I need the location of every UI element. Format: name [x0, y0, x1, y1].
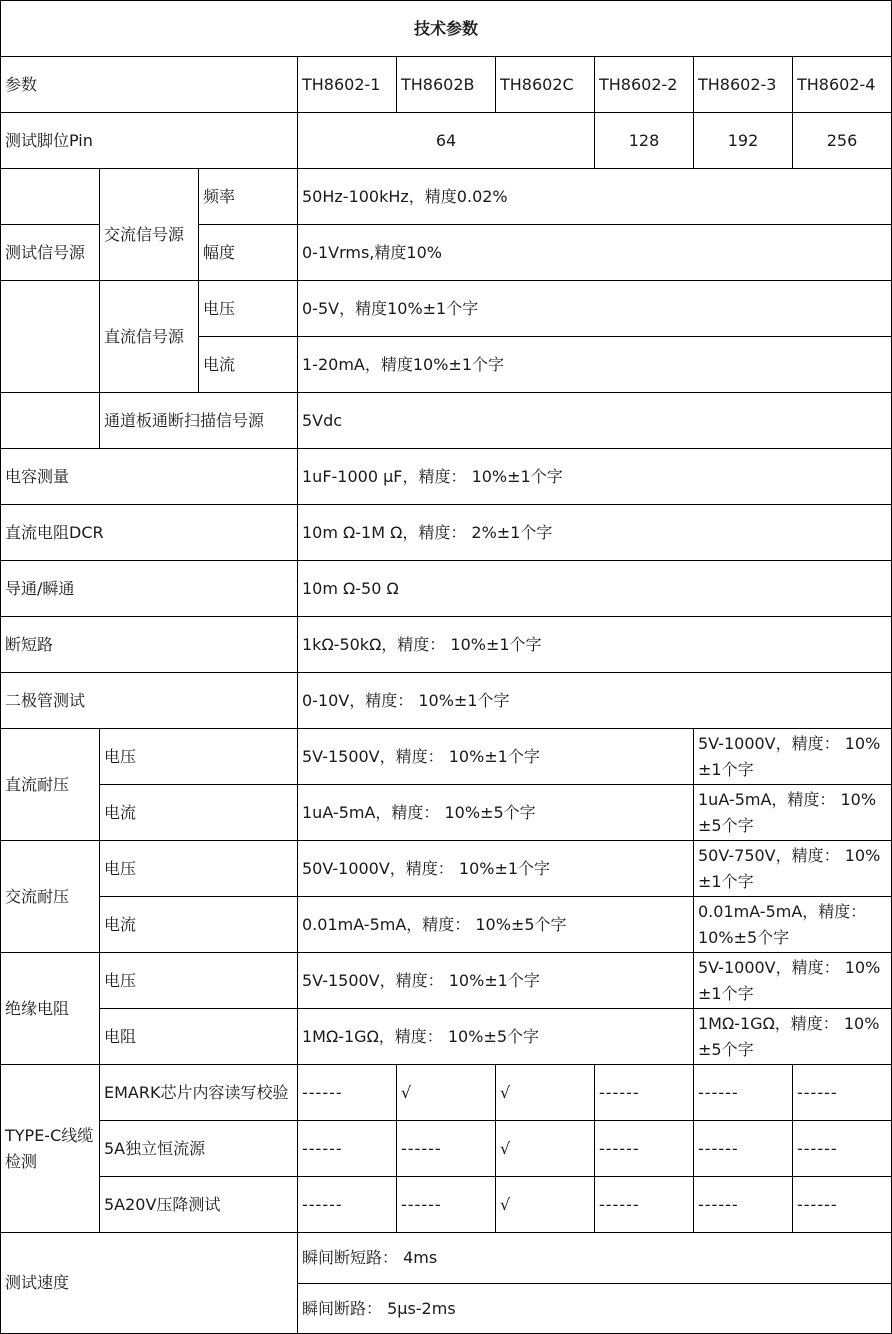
support-mark: ------ [797, 1138, 838, 1158]
row-value: 0-10V，精度： 10%±1个字 [302, 690, 510, 710]
value-main: 1uA-5mA，精度： 10%±5个字 [302, 802, 536, 822]
pins-value: 128 [628, 130, 660, 150]
ac-withstand-label-cell [0, 840, 100, 953]
typec-cc-val-1 [297, 1120, 397, 1177]
support-mark: ------ [698, 1082, 739, 1102]
typec-cc-val-4 [594, 1120, 694, 1177]
dc-volt-value-cell [297, 280, 892, 337]
support-mark: ------ [302, 1194, 343, 1214]
support-mark: ------ [599, 1138, 640, 1158]
dc-withstand-curr-alt [693, 784, 892, 841]
value-alt: 50V-750V，精度： 10%±1个字 [698, 845, 881, 891]
sub-label: 电流 [104, 914, 137, 934]
open-short-label-cell [0, 616, 298, 673]
header-model-1 [297, 56, 397, 113]
table-title [0, 0, 892, 57]
speed-value: 瞬间断短路： 4ms [302, 1248, 438, 1267]
title-text: 技术参数 [413, 18, 478, 38]
model-label: TH8602-2 [599, 74, 678, 94]
pins-value-192 [693, 112, 793, 169]
header-model-2 [396, 56, 496, 113]
value-alt: 1uA-5mA，精度： 10%±5个字 [698, 789, 877, 835]
dc-volt-label-cell [198, 280, 298, 337]
pins-value: 192 [727, 130, 759, 150]
dc-withstand-curr-main [297, 784, 694, 841]
typec-emark-val-4 [594, 1064, 694, 1121]
value-main: 1MΩ-1GΩ，精度： 10%±5个字 [302, 1026, 540, 1046]
dc-curr-value-cell [297, 336, 892, 393]
signal-source-label-cell [0, 224, 100, 281]
row-label: 电容测量 [5, 466, 70, 486]
row-label: 断短路 [5, 634, 54, 654]
scan-source-value: 5Vdc [302, 410, 343, 430]
signal-source-label: 测试信号源 [5, 242, 86, 262]
value-main: 50V-1000V，精度： 10%±1个字 [302, 858, 551, 878]
support-mark: √ [500, 1194, 512, 1214]
support-mark: ------ [599, 1194, 640, 1214]
dc-volt-value: 0-5V，精度10%±1个字 [302, 298, 479, 318]
typec-label-cell [0, 1064, 100, 1233]
pins-label-cell [0, 112, 298, 169]
typec-cc-val-2 [396, 1120, 496, 1177]
dc-source-label-cell [99, 280, 199, 393]
typec-emark-val-6 [792, 1064, 892, 1121]
pins-value-256 [792, 112, 892, 169]
support-mark: ------ [698, 1194, 739, 1214]
typec-vdrop-label [99, 1176, 298, 1233]
typec-row-label: 5A独立恒流源 [104, 1138, 206, 1158]
insulation-volt-label [99, 952, 298, 1009]
dc-withstand-label-cell [0, 728, 100, 841]
speed-label: 测试速度 [5, 1273, 70, 1292]
diode-value-cell [297, 672, 892, 729]
group-label: 交流耐压 [5, 886, 70, 906]
speed-label-cell [0, 1232, 298, 1334]
insulation-res-main [297, 1008, 694, 1065]
header-model-3 [495, 56, 595, 113]
support-mark: √ [500, 1138, 512, 1158]
support-mark: ------ [599, 1082, 640, 1102]
dc-curr-label: 电流 [203, 354, 236, 374]
speed-value-1 [297, 1232, 892, 1284]
ac-withstand-curr-main [297, 896, 694, 953]
ac-withstand-curr-label [99, 896, 298, 953]
support-mark: ------ [302, 1138, 343, 1158]
typec-cc-val-5 [693, 1120, 793, 1177]
row-value: 10m Ω-1M Ω，精度： 2%±1个字 [302, 522, 553, 542]
pins-value: 256 [826, 130, 858, 150]
value-main: 5V-1500V，精度： 10%±1个字 [302, 970, 540, 990]
dc-withstand-volt-label [99, 728, 298, 785]
open-short-value-cell [297, 616, 892, 673]
support-mark: √ [500, 1082, 512, 1102]
dc-volt-label: 电压 [203, 298, 236, 318]
typec-cc-val-6 [792, 1120, 892, 1177]
group-label: 绝缘电阻 [5, 998, 70, 1018]
typec-vdrop-val-2 [396, 1176, 496, 1233]
value-main: 0.01mA-5mA，精度： 10%±5个字 [302, 914, 567, 934]
dc-withstand-volt-main [297, 728, 694, 785]
model-label: TH8602-3 [698, 74, 777, 94]
row-label: 导通/瞬通 [5, 578, 75, 598]
ac-amp-label-cell [198, 224, 298, 281]
group-label: 直流耐压 [5, 774, 70, 794]
pins-value-128 [594, 112, 694, 169]
capacitance-label-cell [0, 448, 298, 505]
signal-empty-cell-3 [0, 392, 100, 449]
ac-withstand-volt-main [297, 840, 694, 897]
typec-emark-val-2 [396, 1064, 496, 1121]
typec-label: TYPE-C线缆检测 [5, 1125, 94, 1171]
model-label: TH8602C [500, 74, 574, 94]
row-value: 1uF-1000 μF，精度： 10%±1个字 [302, 466, 563, 486]
typec-vdrop-val-3 [495, 1176, 595, 1233]
diode-label-cell [0, 672, 298, 729]
pins-label: 测试脚位Pin [5, 130, 93, 150]
header-param-cell [0, 56, 298, 113]
insulation-volt-alt [693, 952, 892, 1009]
ac-amp-label: 幅度 [203, 242, 236, 262]
value-alt: 0.01mA-5mA，精度： 10%±5个字 [698, 901, 867, 947]
support-mark: ------ [698, 1138, 739, 1158]
scan-source-value-cell [297, 392, 892, 449]
header-param-label: 参数 [5, 74, 38, 94]
support-mark: ------ [797, 1082, 838, 1102]
speed-value-2 [297, 1283, 892, 1334]
sub-label: 电压 [104, 970, 137, 990]
ac-withstand-curr-alt [693, 896, 892, 953]
value-alt: 1MΩ-1GΩ，精度： 10%±5个字 [698, 1013, 880, 1059]
sub-label: 电压 [104, 746, 137, 766]
row-value: 10m Ω-50 Ω [302, 578, 399, 598]
typec-row-label: EMARK芯片内容读写校验 [104, 1082, 289, 1102]
typec-vdrop-val-5 [693, 1176, 793, 1233]
pins-value: 64 [435, 130, 457, 150]
typec-emark-val-5 [693, 1064, 793, 1121]
dc-curr-value: 1-20mA，精度10%±1个字 [302, 354, 504, 374]
model-label: TH8602-1 [302, 74, 381, 94]
sub-label: 电流 [104, 802, 137, 822]
insulation-res-alt [693, 1008, 892, 1065]
ac-freq-label-cell [198, 168, 298, 225]
support-mark: ------ [797, 1194, 838, 1214]
signal-empty-cell-1 [0, 168, 100, 225]
dcr-value-cell [297, 504, 892, 561]
support-mark: ------ [401, 1138, 442, 1158]
ac-amp-value-cell [297, 224, 892, 281]
value-main: 5V-1500V，精度： 10%±1个字 [302, 746, 540, 766]
value-alt: 5V-1000V，精度： 10%±1个字 [698, 733, 881, 779]
typec-vdrop-val-4 [594, 1176, 694, 1233]
support-mark: √ [401, 1082, 413, 1102]
pins-value-64 [297, 112, 595, 169]
ac-freq-label: 频率 [203, 186, 236, 206]
speed-value: 瞬间断路： 5μs-2ms [302, 1298, 456, 1318]
header-model-4 [594, 56, 694, 113]
sub-label: 电压 [104, 858, 137, 878]
typec-emark-val-1 [297, 1064, 397, 1121]
dc-curr-label-cell [198, 336, 298, 393]
ac-source-label: 交流信号源 [104, 224, 185, 244]
support-mark: ------ [401, 1194, 442, 1214]
row-label: 直流电阻DCR [5, 522, 104, 542]
ac-source-label-cell [99, 168, 199, 281]
continuity-value-cell [297, 560, 892, 617]
dc-source-label: 直流信号源 [104, 326, 185, 346]
dcr-label-cell [0, 504, 298, 561]
insulation-volt-main [297, 952, 694, 1009]
scan-source-label-cell [99, 392, 298, 449]
typec-emark-label [99, 1064, 298, 1121]
scan-source-label: 通道板通断扫描信号源 [104, 410, 265, 430]
capacitance-value-cell [297, 448, 892, 505]
ac-freq-value-cell [297, 168, 892, 225]
typec-vdrop-val-6 [792, 1176, 892, 1233]
typec-row-label: 5A20V压降测试 [104, 1194, 221, 1214]
ac-withstand-volt-label [99, 840, 298, 897]
dc-withstand-curr-label [99, 784, 298, 841]
model-label: TH8602B [401, 74, 475, 94]
row-label: 二极管测试 [5, 690, 86, 710]
support-mark: ------ [302, 1082, 343, 1102]
typec-cc-label [99, 1120, 298, 1177]
header-model-5 [693, 56, 793, 113]
typec-cc-val-3 [495, 1120, 595, 1177]
header-model-6 [792, 56, 892, 113]
sub-label: 电阻 [104, 1026, 137, 1046]
continuity-label-cell [0, 560, 298, 617]
value-alt: 5V-1000V，精度： 10%±1个字 [698, 957, 881, 1003]
ac-freq-value: 50Hz-100kHz，精度0.02% [302, 186, 508, 206]
ac-withstand-volt-alt [693, 840, 892, 897]
ac-amp-value: 0-1Vrms,精度10% [302, 242, 442, 262]
typec-vdrop-val-1 [297, 1176, 397, 1233]
typec-emark-val-3 [495, 1064, 595, 1121]
row-value: 1kΩ-50kΩ，精度： 10%±1个字 [302, 634, 542, 654]
signal-empty-cell-2 [0, 280, 100, 393]
dc-withstand-volt-alt [693, 728, 892, 785]
model-label: TH8602-4 [797, 74, 876, 94]
insulation-label-cell [0, 952, 100, 1065]
insulation-res-label [99, 1008, 298, 1065]
